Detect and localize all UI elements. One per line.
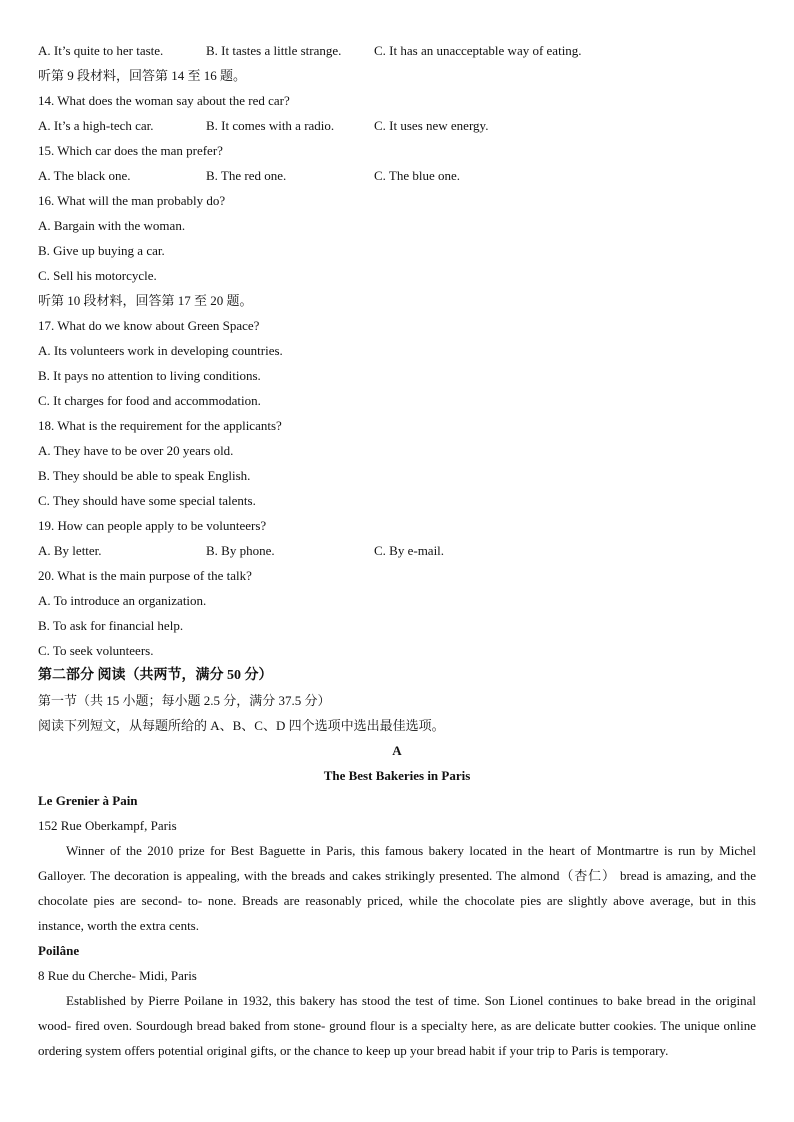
bakery-name: Poilâne	[38, 943, 80, 958]
passage-label: A	[392, 743, 402, 758]
q15-options	[38, 163, 756, 188]
option-a: A. Bargain with the woman.	[38, 218, 186, 233]
option-c: C. The blue one.	[374, 168, 461, 183]
option-b: B. It comes with a radio.	[206, 118, 335, 133]
option-b: B. The red one.	[206, 168, 287, 183]
option-a: A. The black one.	[38, 168, 131, 183]
listening-intro-9: 听第 9 段材料，回答第 14 至 16 题。	[38, 68, 247, 83]
option-b: B. By phone.	[206, 543, 275, 558]
section1-title: 第一节（共 15 小题；每小题 2.5 分，满分 37.5 分）	[38, 693, 331, 708]
passage-title: The Best Bakeries in Paris	[323, 768, 471, 783]
q14-stem: 14. What does the woman say about the red car?	[38, 93, 290, 108]
listening-intro-10: 听第 10 段材料，回答第 17 至 20 题。	[38, 293, 253, 308]
reading-instructions: 阅读下列短文，从每题所给的 A、B、C、D 四个选项中选出最佳选项。	[38, 718, 445, 733]
option-b: B. To ask for financial help.	[38, 618, 184, 633]
option-c: C. It charges for food and accommodation.	[38, 393, 261, 408]
option-c: C. Sell his motorcycle.	[38, 268, 157, 283]
q17-stem: 17. What do we know about Green Space?	[38, 318, 260, 333]
option-c: C. It uses new energy.	[374, 118, 489, 133]
part2-title: 第二部分 阅读（共两节，满分 50 分）	[38, 668, 273, 683]
q19-options	[38, 538, 756, 563]
q14-options	[38, 113, 756, 138]
option-a: A. By letter.	[38, 543, 102, 558]
exam-page	[38, 38, 756, 1063]
option-a: A. Its volunteers work in developing countries.	[38, 343, 283, 358]
option-b: B. Give up buying a car.	[38, 243, 165, 258]
option-b: B. It pays no attention to living conditions.	[38, 368, 261, 383]
q13-options	[38, 38, 756, 63]
q18-stem: 18. What is the requirement for the applicants?	[38, 418, 282, 433]
q15-stem: 15. Which car does the man prefer?	[38, 143, 223, 158]
option-c: C. It has an unacceptable way of eating.	[374, 43, 582, 58]
q16-stem: 16. What will the man probably do?	[38, 193, 226, 208]
option-c: C. To seek volunteers.	[38, 643, 154, 658]
option-b: B. It tastes a little strange.	[206, 43, 342, 58]
option-a: A. It’s a high-tech car.	[38, 118, 154, 133]
option-c: C. By e-mail.	[374, 543, 445, 558]
q19-stem: 19. How can people apply to be volunteers?	[38, 518, 267, 533]
option-a: A. They have to be over 20 years old.	[38, 443, 234, 458]
option-c: C. They should have some special talents.	[38, 493, 256, 508]
q20-stem: 20. What is the main purpose of the talk?	[38, 568, 252, 583]
bakery-address: 152 Rue Oberkampf, Paris	[38, 818, 177, 833]
option-a: A. It’s quite to her taste.	[38, 43, 164, 58]
bakery-description: Established by Pierre Poilane in 1932, this bakery has stood the test of time. Son Lionel continues to bake bread in the original wood- fired oven. Sourdough bread baked from stone- ground flour is a specialty here, as are delicate butter cookies. The unique online ordering system offers potential original gifts, or the chance to keep up your bread habit if your trip to Paris is temporary.	[38, 993, 756, 1058]
option-b: B. They should be able to speak English.	[38, 468, 251, 483]
bakery-name: Le Grenier à Pain	[38, 793, 138, 808]
bakery-address: 8 Rue du Cherche- Midi, Paris	[38, 968, 197, 983]
bakery-description: Winner of the 2010 prize for Best Baguette in Paris, this famous bakery located in the heart of Montmartre is run by Michel Galloyer. The decoration is appealing, with the breads and cakes strikingly presented. The almond（杏仁） bread is amazing, and the chocolate pies are second- to- none. Breads are reasonably priced, while the chocolate pies are slightly above average, but in this instance, worth the extra cents.	[38, 843, 756, 933]
option-a: A. To introduce an organization.	[38, 593, 207, 608]
